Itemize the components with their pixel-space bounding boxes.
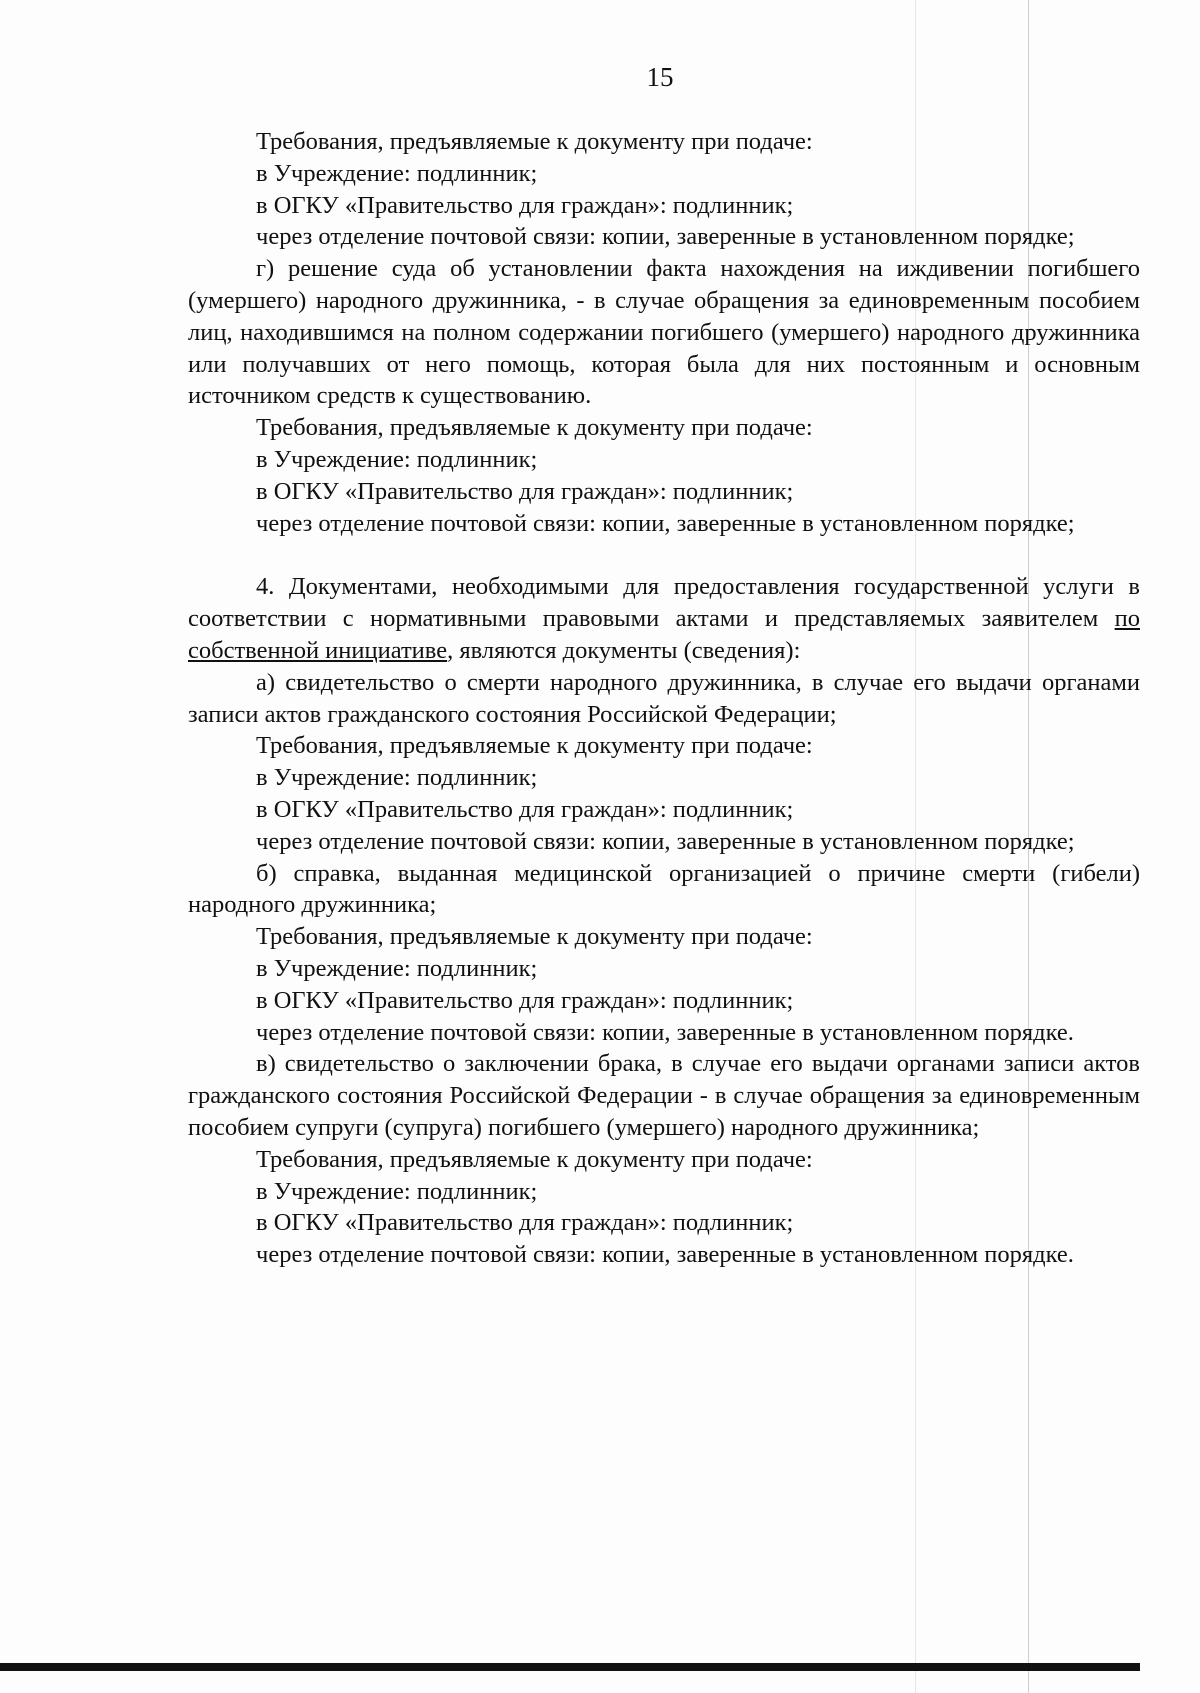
text-run: 4. Документами, необходимыми для предоставления государственной услуги в соответствии с нормативными правовыми актами и представляемых заявителем: [188, 573, 1140, 633]
document-body: [188, 126, 1140, 1271]
paragraph: в Учреждение: подлинник;: [256, 954, 538, 982]
paragraph: в Учреждение: подлинник;: [256, 159, 538, 187]
scan-border-bottom: [0, 1663, 1140, 1671]
paragraph: в ОГКУ «Правительство для граждан»: подлинник;: [256, 477, 794, 505]
paragraph: Требования, предъявляемые к документу при подаче:: [256, 732, 813, 760]
paragraph: через отделение почтовой связи: копии, заверенные в установленном порядке;: [256, 223, 1075, 251]
paragraph: Требования, предъявляемые к документу при подаче:: [256, 128, 813, 155]
page-number: 15: [646, 62, 674, 92]
paragraph: в ОГКУ «Правительство для граждан»: подлинник;: [256, 1209, 794, 1237]
paragraph: а) свидетельство о смерти народного дружинника, в случае его выдачи органами записи актов гражданского состояния Российской Федерации;: [188, 668, 1140, 728]
underlined-text: по собственной инициативе: [188, 605, 1140, 664]
paragraph: через отделение почтовой связи: копии, заверенные в установленном порядке;: [256, 827, 1075, 855]
paragraph: в Учреждение: подлинник;: [256, 764, 538, 792]
paragraph: через отделение почтовой связи: копии, заверенные в установленном порядке.: [256, 1241, 1074, 1269]
paragraph: Требования, предъявляемые к документу при подаче:: [256, 1145, 813, 1173]
paragraph: в ОГКУ «Правительство для граждан»: подлинник;: [256, 795, 794, 823]
paragraph: Требования, предъявляемые к документу при подаче:: [256, 923, 813, 951]
paragraph: через отделение почтовой связи: копии, заверенные в установленном порядке.: [256, 1018, 1074, 1046]
paragraph: через отделение почтовой связи: копии, заверенные в установленном порядке;: [256, 509, 1075, 537]
paragraph-section-4: [188, 571, 1140, 666]
paragraph: в Учреждение: подлинник;: [256, 445, 538, 473]
paragraph: в ОГКУ «Правительство для граждан»: подлинник;: [256, 191, 794, 219]
text-run: , являются документы (сведения):: [447, 636, 801, 664]
paragraph: Требования, предъявляемые к документу при подаче:: [256, 414, 813, 442]
paragraph: в ОГКУ «Правительство для граждан»: подлинник;: [256, 986, 794, 1014]
paragraph: в) свидетельство о заключении брака, в случае его выдачи органами записи актов гражданского состояния Российской Федерации - в случае обращения за единовременным пособием супруги (супруга) погибшего (умершего) народного дружинника;: [188, 1050, 1140, 1141]
paragraph: г) решение суда об установлении факта нахождения на иждивении погибшего (умершего) народного дружинника, - в случае обращения за единовременным пособием лиц, находившимся на полном содержании погибшего (умершего) народного дружинника или получавших от него помощь, которая была для них постоянным и основным источником средств к существованию.: [188, 255, 1140, 410]
paragraph: б) справка, выданная медицинской организацией о причине смерти (гибели) народного дружинника;: [188, 859, 1140, 919]
paragraph: в Учреждение: подлинник;: [256, 1177, 538, 1205]
